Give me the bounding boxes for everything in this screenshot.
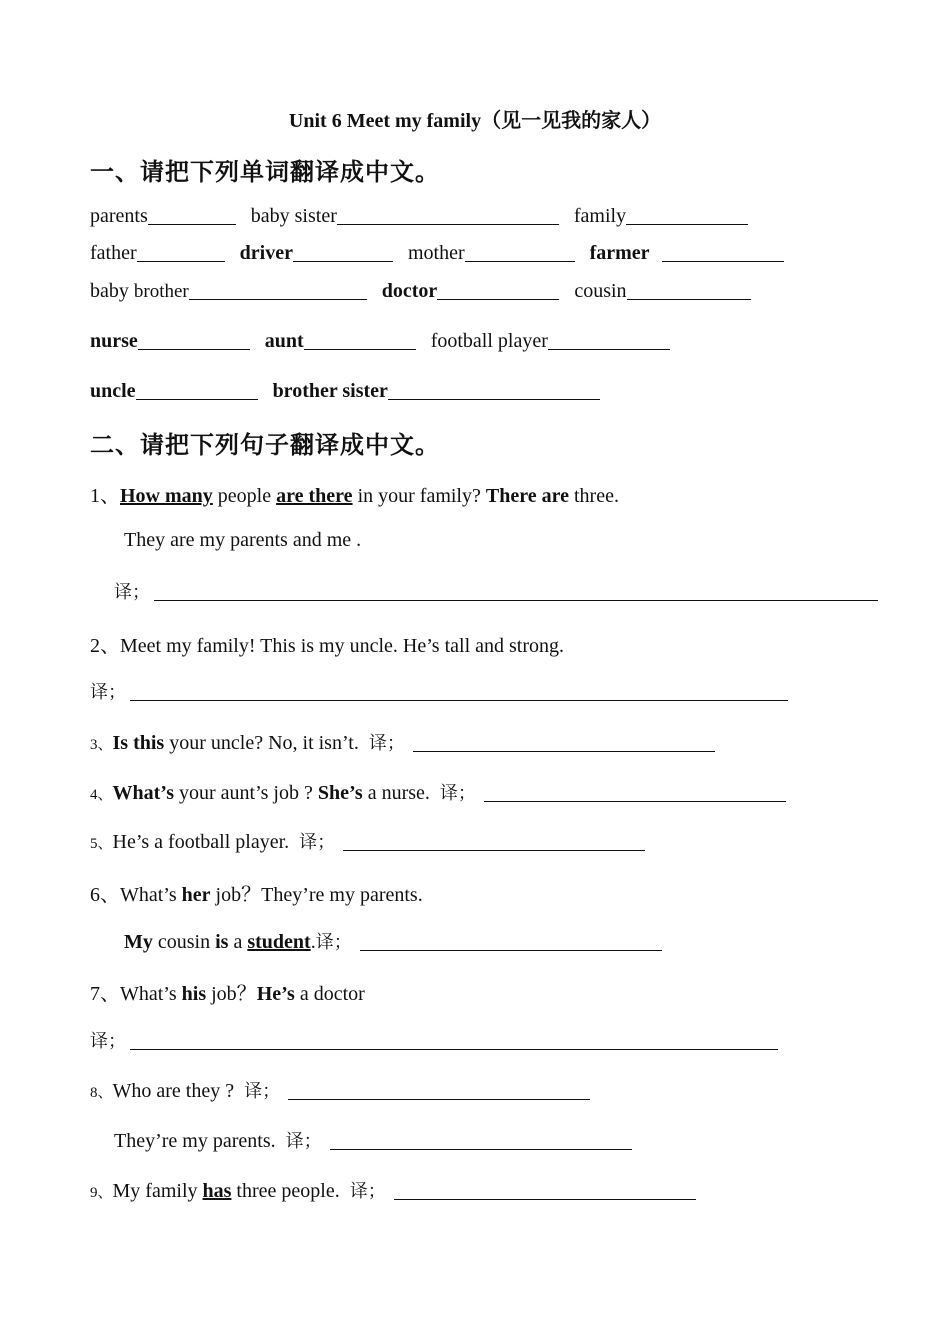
answer-blank[interactable] — [360, 932, 662, 951]
word-mother: mother — [407, 242, 465, 264]
q9-part: has — [202, 1180, 232, 1202]
question-2 — [90, 629, 564, 658]
question-number: 2、 — [90, 635, 120, 657]
answer-blank[interactable] — [337, 206, 559, 225]
word-football-player: football player — [430, 330, 548, 352]
question-3 — [90, 729, 715, 755]
q7-answer-row — [90, 1027, 778, 1053]
answer-blank[interactable] — [136, 381, 258, 400]
word-row-4 — [90, 330, 670, 353]
question-number: 1、 — [90, 485, 120, 507]
q7-part: He’s — [256, 983, 295, 1005]
section2-heading: 二、请把下列句子翻译成中文。 — [90, 431, 440, 459]
answer-blank[interactable] — [304, 331, 416, 350]
answer-blank[interactable] — [388, 381, 600, 400]
translate-label: 译； — [90, 1031, 126, 1052]
question-5 — [90, 828, 645, 854]
word-father: father — [90, 242, 137, 264]
q7-part: a doctor — [294, 983, 365, 1005]
q4-part: What’s — [112, 782, 174, 804]
word-row-5 — [90, 380, 600, 403]
answer-blank[interactable] — [394, 1181, 696, 1200]
answer-blank[interactable] — [189, 281, 367, 300]
question-9 — [90, 1177, 696, 1203]
word-doctor: doctor — [381, 280, 438, 302]
translate-label: 译； — [244, 1081, 281, 1102]
q1-part: are there — [276, 485, 353, 507]
answer-blank[interactable] — [465, 243, 575, 262]
q7-part: What’s — [120, 983, 182, 1005]
question-6-line2 — [124, 928, 662, 954]
answer-blank[interactable] — [293, 243, 393, 262]
question-number: 9、 — [90, 1185, 113, 1201]
question-number: 8、 — [90, 1085, 113, 1101]
translate-label: 译； — [315, 932, 352, 953]
question-number: 7、 — [90, 983, 120, 1005]
q6-part: . — [310, 931, 316, 953]
answer-blank[interactable] — [662, 243, 784, 262]
question-8-line2 — [114, 1127, 632, 1153]
question-number: 3、 — [90, 737, 113, 753]
word-baby-sister: baby sister — [250, 205, 337, 227]
q9-part: three people. — [231, 1180, 350, 1202]
word-baby: baby — [90, 280, 129, 302]
answer-blank[interactable] — [548, 331, 670, 350]
word-brother-sister: brother sister — [272, 380, 388, 402]
q1-answer-row — [114, 578, 878, 604]
answer-blank[interactable] — [130, 682, 788, 701]
translate-label: 译； — [439, 783, 476, 804]
word-nurse: nurse — [90, 330, 138, 352]
q4-part: your aunt’s job ? — [174, 782, 318, 804]
word-farmer: farmer — [589, 242, 650, 264]
q1-part: How many — [120, 485, 213, 507]
q2-text: Meet my family! This is my uncle. He’s tall and strong. — [120, 635, 565, 657]
word-parents: parents — [90, 205, 148, 227]
question-number: 4、 — [90, 787, 113, 803]
question-number: 6、 — [90, 884, 120, 906]
translate-label: 译； — [90, 682, 126, 703]
word-aunt: aunt — [264, 330, 304, 352]
q5-text: He’s a football player. — [112, 831, 300, 853]
section1-heading: 一、请把下列单词翻译成中文。 — [90, 158, 440, 186]
question-7 — [90, 977, 365, 1006]
question-4 — [90, 779, 786, 805]
question-1-line2: They are my parents and me . — [124, 529, 362, 551]
q6-part: is — [215, 931, 229, 953]
answer-blank[interactable] — [154, 582, 878, 601]
answer-blank[interactable] — [484, 783, 786, 802]
answer-blank[interactable] — [626, 206, 748, 225]
answer-blank[interactable] — [148, 206, 236, 225]
answer-blank[interactable] — [138, 331, 250, 350]
answer-blank[interactable] — [137, 243, 225, 262]
q9-part: My family — [112, 1180, 203, 1202]
word-row-2 — [90, 242, 784, 265]
q4-part: She’s — [317, 782, 363, 804]
q6-part: job？They’re my parents. — [210, 884, 423, 906]
word-uncle: uncle — [90, 380, 136, 402]
translate-label: 译； — [349, 1181, 386, 1202]
q1-part: people — [212, 485, 277, 507]
q3-part: your uncle? No, it isn’t. — [164, 732, 369, 754]
q6-part: a — [228, 931, 248, 953]
translate-label: 译； — [285, 1131, 322, 1152]
question-8 — [90, 1077, 590, 1103]
word-family: family — [573, 205, 627, 227]
q1-part: three. — [569, 485, 619, 507]
question-6 — [90, 878, 423, 907]
question-number: 5、 — [90, 836, 113, 852]
answer-blank[interactable] — [330, 1131, 632, 1150]
answer-blank[interactable] — [343, 832, 645, 851]
q6-part: What’s — [120, 884, 182, 906]
q7-part: job？ — [206, 983, 257, 1005]
q6-part: cousin — [152, 931, 216, 953]
q6-part: student — [247, 931, 311, 953]
q2-answer-row — [90, 678, 788, 704]
q3-part: Is this — [112, 732, 165, 754]
word-driver: driver — [239, 242, 293, 264]
q6-part: her — [181, 884, 211, 906]
answer-blank[interactable] — [437, 281, 559, 300]
answer-blank[interactable] — [627, 281, 751, 300]
question-1 — [90, 479, 619, 508]
q6-part: My — [124, 931, 153, 953]
word-row-1 — [90, 205, 748, 228]
answer-blank[interactable] — [413, 733, 715, 752]
page-title: Unit 6 Meet my family（见一见我的家人） — [288, 110, 662, 132]
word-cousin: cousin — [574, 280, 627, 302]
word-row-3 — [90, 280, 751, 303]
q7-part: his — [181, 983, 207, 1005]
q1-part: There are — [485, 485, 569, 507]
q4-part: a nurse. — [362, 782, 440, 804]
word-brother: brother — [133, 281, 189, 302]
q1-part: in your family? — [352, 485, 486, 507]
translate-label: 译； — [299, 832, 336, 853]
answer-blank[interactable] — [288, 1081, 590, 1100]
translate-label: 译； — [368, 733, 405, 754]
answer-blank[interactable] — [130, 1031, 778, 1050]
translate-label: 译； — [114, 582, 150, 603]
q8-line2-text: They’re my parents. — [114, 1130, 286, 1152]
q8-text: Who are they ? — [112, 1080, 245, 1102]
